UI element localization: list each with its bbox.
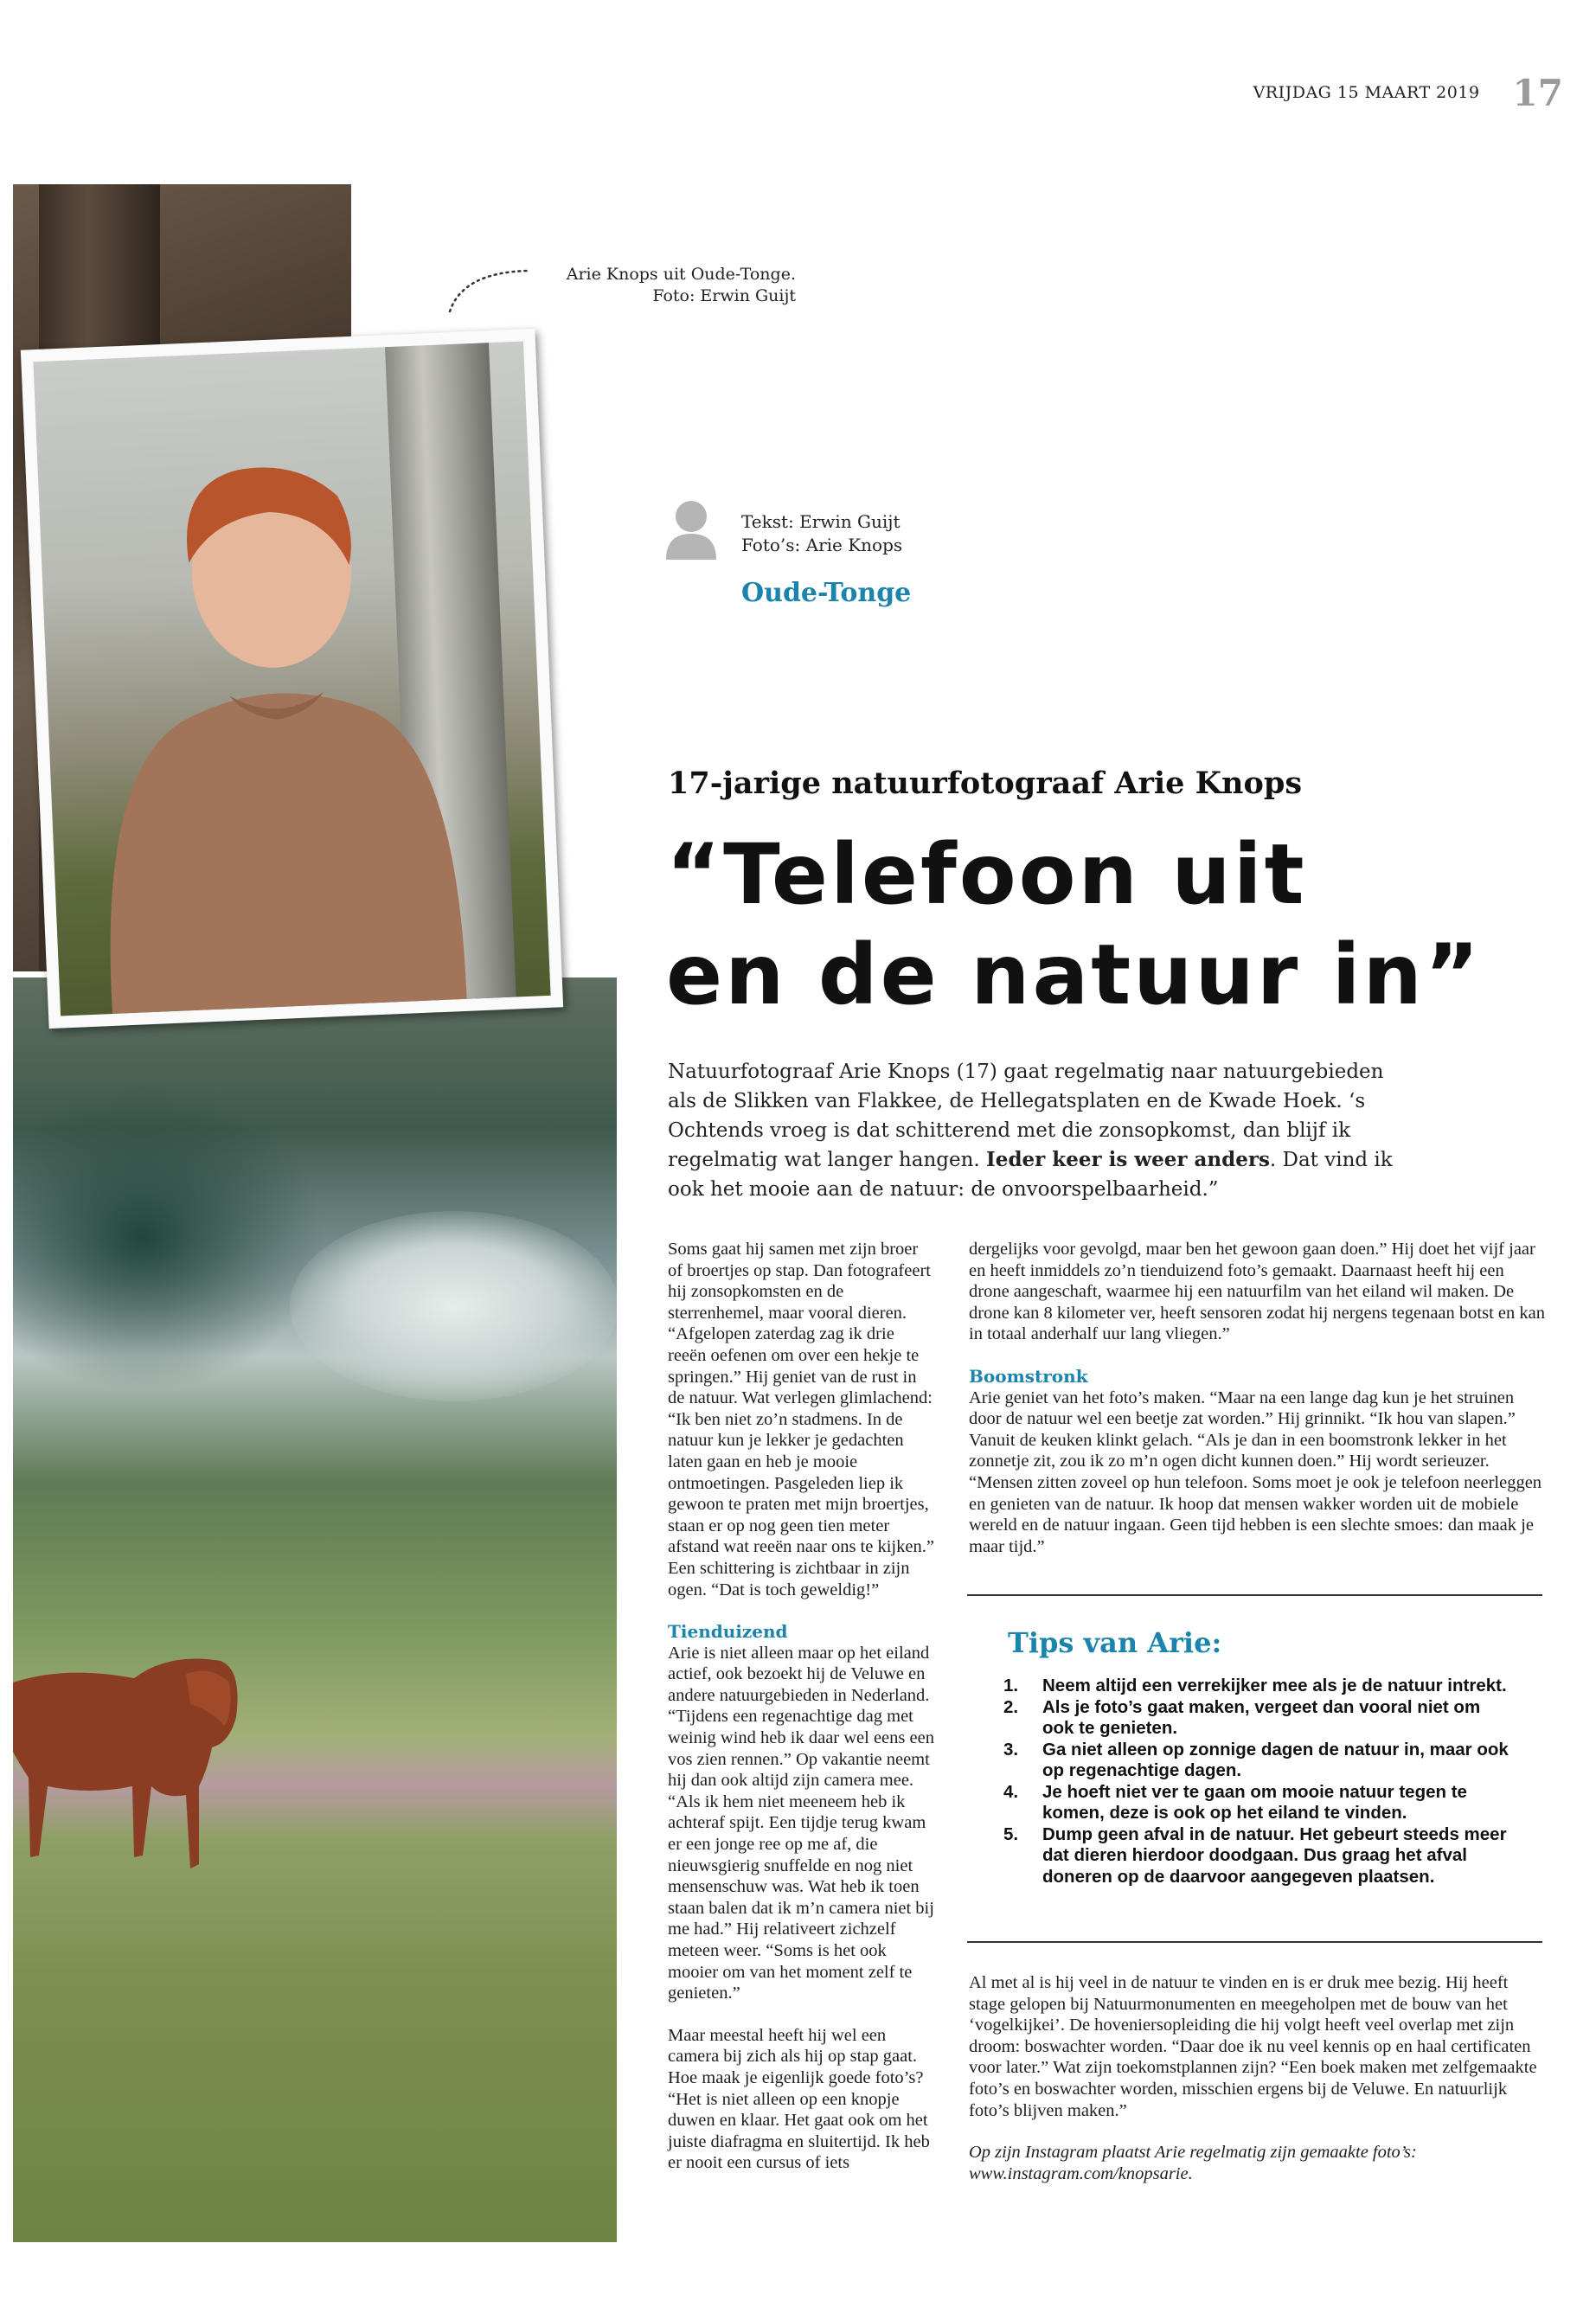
deer-photo	[13, 977, 617, 2242]
tips-top-rule	[967, 1594, 1542, 1596]
subheading-boomstronk: Boomstronk	[969, 1365, 1088, 1387]
intro-text: Natuurfotograaf Arie Knops (17) gaat regelmatig naar natuurgebieden als de Slikken van Flakkee, de Hellegatsplaten en de Kwade Hoek. ‘s Ochtends vroeg is dat schitterend met die zonsopkomst, dan blijf ik regelmatig wat langer hangen.	[668, 1061, 1384, 1171]
tip-number: 1.	[1003, 1676, 1019, 1695]
caption-line-2: Foto: Erwin Guijt	[652, 286, 796, 305]
byline-photo-credit: Foto’s: Arie Knops	[741, 535, 903, 555]
body-column-1	[668, 1239, 936, 2174]
person-figure	[33, 341, 550, 1016]
tip-item	[1003, 1740, 1514, 1782]
headline-line-2: en de natuur in”	[666, 926, 1482, 1023]
body-paragraph: Al met al is hij veel in de natuur te vinden en is er druk mee bezig. Hij heeft stage gelopen bij Natuurmonumenten en meegeholpen met de bouw van het ‘vogelkijkei’. De hoveniersopleiding die hij volgt heeft veel overlap met zijn droom: boswachter worden. “Daar doe ik nu veel kennis op en haal certificaten voor later.” Wat zijn toekomstplannen zijn? “Een boek maken met zelfgemaakte foto’s en boswachter worden, misschien ergens bij de Veluwe. En natuurlijk foto’s blijven maken.”	[969, 1973, 1537, 2120]
portrait-photo	[21, 329, 563, 1029]
photo-caption	[467, 264, 796, 307]
issue-date: VRIJDAG 15 MAART 2019	[1253, 83, 1480, 102]
deer-figure	[13, 1657, 272, 1881]
tips-bottom-rule	[967, 1941, 1542, 1943]
body-paragraph: Arie geniet van het foto’s maken. “Maar na een lange dag kun je het struinen door de natuur wel een beetje zat worden.” Hij grinnikt. “Ik hou van slapen.” Vanuit de keuken klinkt gelach. “Als je dan in een boomstronk lekker in het zonnetje zit, zou ik zo m’n ogen dicht kunnen doen.” Hij wordt serieuzer. “Mensen zitten zoveel op hun telefoon. Soms moet je ook je telefoon neerleggen en genieten van de natuur. Ik hoop dat mensen wakker worden uit de mobiele wereld en de natuur ingaan. Geen tijd hebben is een slechte smoes: dan maak je maar tijd.”	[969, 1388, 1542, 1556]
photo-light-patch	[290, 1211, 617, 1401]
body-column-3	[969, 1972, 1548, 2184]
body-paragraph: dergelijks voor gevolgd, maar ben het gewoon gaan doen.” Hij doet het vijf jaar en heeft inmiddels zo’n tienduizend foto’s gemaakt. Daarnaast heeft hij een drone aangeschaft, waarmee hij een natuurfilm van het eiland wil maken. De drone kan 8 kilometer ver, heeft sensoren zodat hij nergens tegenaan botst en kan in totaal anderhalf uur lang vliegen.”	[969, 1240, 1545, 1344]
tip-text: Neem altijd een verrekijker mee als je de natuur intrekt.	[1042, 1676, 1507, 1695]
tips-list	[1003, 1676, 1514, 1888]
tip-item	[1003, 1782, 1514, 1824]
tip-number: 4.	[1003, 1781, 1019, 1802]
instagram-note: Op zijn Instagram plaatst Arie regelmatig zijn gemaakte foto’s: www.instagram.com/knopsarie.	[969, 2143, 1417, 2183]
tip-item	[1003, 1697, 1514, 1740]
dateline-location: Oude-Tonge	[741, 578, 912, 608]
tip-number: 2.	[1003, 1696, 1019, 1717]
page-header	[1253, 71, 1563, 114]
tips-title: Tips van Arie:	[1008, 1626, 1222, 1659]
caption-line-1: Arie Knops uit Oude-Tonge.	[566, 265, 796, 284]
tip-number: 3.	[1003, 1739, 1019, 1759]
body-column-2	[969, 1239, 1548, 1557]
tip-text: Dump geen afval in de natuur. Het gebeurt steeds meer dat dieren hierdoor doodgaan. Dus graag het afval doneren op de daarvoor aangegeven plaatsen.	[1042, 1823, 1507, 1887]
tip-text: Ga niet alleen op zonnige dagen de natuur in, maar ook op regenachtige dagen.	[1042, 1739, 1509, 1780]
photo-foliage	[13, 1081, 324, 1393]
byline-text-author: Tekst: Erwin Guijt	[741, 511, 901, 532]
headline-line-1: “Telefoon uit	[666, 826, 1307, 923]
body-paragraph: Arie is niet alleen maar op het eiland actief, ook bezoekt hij de Veluwe en andere natuurgebieden in Nederland. “Tijdens een regenachtige dag met weinig wind heb ik daar wel eens een vos zien rennen.” Op vakantie neemt hij dan ook altijd zijn camera mee. “Als ik hem niet meeneem heb ik achteraf spijt. Een tijdje terug kwam er een jonge ree op me af, die nieuwsgierig snuffelde en nog niet mensenschuw was. Wat heb ik toen staan balen dat ik m’n camera niet bij me had.” Hij relativeert zichzelf meteen weer. “Soms is het ook mooier om van het moment zelf te genieten.”	[668, 1643, 934, 2003]
intro-text-end: . Dat vind ik ook het mooie aan de natuur: de onvoorspelbaarheid.”	[668, 1149, 1393, 1201]
article-headline	[666, 824, 1531, 1025]
body-paragraph: Maar meestal heeft hij wel een camera bij zich als hij op stap gaat. Hoe maak je eigenlijk goede foto’s? “Het is niet alleen op een knopje duwen en klaar. Het gaat ook om het juiste diafragma en sluitertijd. Ik heb er nooit een cursus of iets	[668, 2025, 930, 2173]
tip-item	[1003, 1824, 1514, 1888]
page-number: 17	[1512, 71, 1563, 114]
byline	[741, 510, 902, 557]
body-paragraph: Soms gaat hij samen met zijn broer of broertjes op stap. Dan fotografeert hij zonsopkomsten en de sterrenhemel, maar vooral dieren. “Afgelopen zaterdag zag ik drie reeën oefenen om over een hekje te springen.” Hij geniet van de rust in de natuur. Wat verlegen glimlachend: “Ik ben niet zo’n stadmens. In de natuur kun je lekker je gedachten laten gaan en heb je mooie ontmoetingen. Pasgeleden liep ik gewoon te praten met mijn broertjes, staan er op nog geen tien meter afstand wat reeën naar ons te kijken.” Een schittering is zichtbaar in zijn ogen. “Dat is toch geweldig!”	[668, 1240, 934, 1599]
intro-emphasis: Ieder keer is weer anders	[986, 1148, 1270, 1171]
tip-number: 5.	[1003, 1823, 1019, 1844]
article-intro	[668, 1057, 1403, 1204]
tip-text: Als je foto’s gaat maken, vergeet dan vooral niet om ook te genieten.	[1042, 1696, 1481, 1738]
tip-text: Je hoeft niet ver te gaan om mooie natuur tegen te komen, deze is ook op het eiland te vinden.	[1042, 1781, 1467, 1823]
subheading-tienduizend: Tienduizend	[668, 1621, 788, 1643]
tip-item	[1003, 1676, 1514, 1697]
author-silhouette-icon	[664, 497, 718, 560]
portrait-image	[33, 341, 550, 1016]
article-kicker: 17-jarige natuurfotograaf Arie Knops	[668, 766, 1303, 801]
